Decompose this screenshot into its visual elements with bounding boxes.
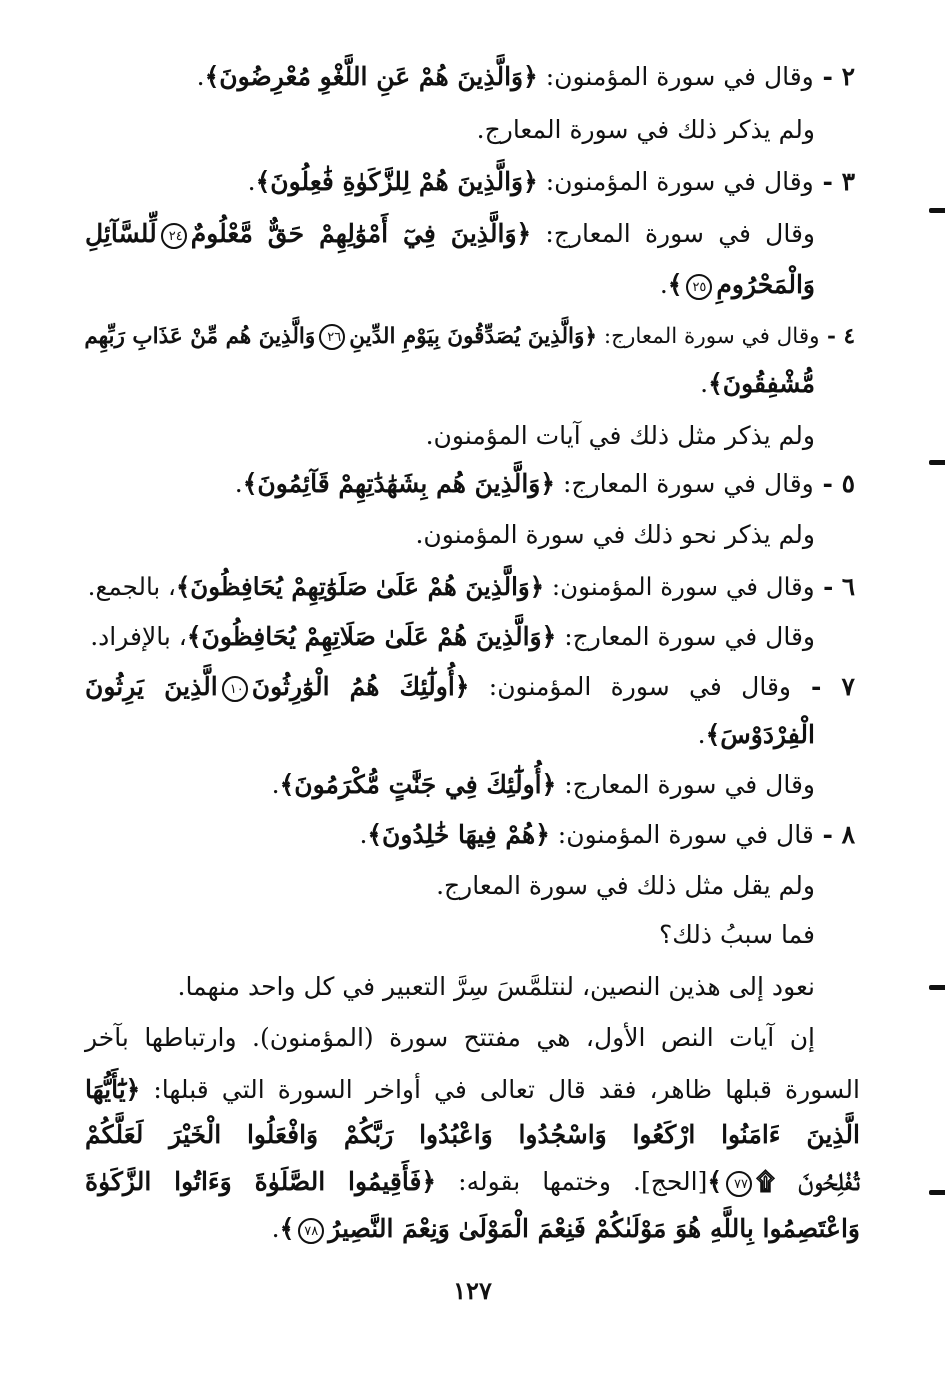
text-line (85, 217, 815, 257)
line-text: ولم يذكر نحو ذلك في سورة المؤمنون. (415, 520, 815, 549)
line-end: . (700, 369, 709, 398)
line-text: إن آيات النص الأول، هي مفتتح سورة (المؤمنون). وارتباطها بآخر (85, 1023, 815, 1052)
quran-verse: لِّلسَّآئِلِ (85, 219, 157, 248)
line-text: ولم يقل مثل ذلك في سورة المعارج. (436, 871, 815, 900)
line-end: . (196, 62, 205, 91)
paragraph-line (85, 1165, 860, 1205)
line-end: . (271, 1214, 280, 1243)
line-end: . (359, 820, 368, 849)
line-text: وقال في سورة المعارج: (597, 324, 820, 349)
paragraph-line (85, 970, 815, 1010)
line-text: وقال في سورة المعارج: (555, 469, 814, 498)
quran-verse: ﴿أُولَٰٓئِكَ هُمُ الْوَٰرِثُونَ (251, 672, 470, 701)
paragraph-line (85, 1212, 860, 1252)
line-text: قال في سورة المؤمنون: (549, 820, 814, 849)
quran-verse: الَّذِينَ يَرِثُونَ (85, 672, 218, 701)
text-line (125, 113, 815, 153)
quran-verse: الَّذِينَ ءَامَنُوا ارْكَعُوا وَاسْجُدُوا وَاعْبُدُوا رَبَّكُمْ وَافْعَلُوا الْخَيْرَ لَعَلَّكُمْ (85, 1120, 860, 1149)
quran-verse: ﴿وَالَّذِينَ هُمْ عَلَىٰ صَلَوَٰتِهِمْ يُحَافِظُونَ﴾ (175, 572, 545, 601)
line-text: نعود إلى هذين النصين، لنتلمَّسَ سِرَّ التعبير في كل واحد منهما. (177, 972, 815, 1001)
quran-verse: ﴾ (279, 1214, 295, 1243)
quran-verse: ﴿يَٰٓأَيُّهَا (85, 1075, 141, 1104)
quran-verse: وَالَّذِينَ هُم مِّنْ عَذَابِ رَبِّهِم (84, 324, 316, 349)
line-text: وقال في سورة المؤمنون: (469, 672, 791, 701)
text-line-5 (125, 467, 855, 507)
quran-verse: ﴿وَالَّذِينَ هُمْ عَلَىٰ صَلَاتِهِمْ يُحَافِظُونَ﴾ (186, 622, 557, 651)
scan-edge-mark (929, 460, 945, 465)
item-number: ٤ - (819, 324, 855, 349)
quran-verse: وَاعْتَصِمُوا بِاللَّهِ هُوَ مَوْلَىٰكُمْ فَنِعْمَ الْمَوْلَىٰ وَنِعْمَ النَّصِيرُ (328, 1214, 860, 1243)
ayah-number-marker: ٧٧ (726, 1171, 752, 1197)
line-end: ، بالجمع. (87, 572, 176, 601)
text-line (125, 918, 815, 958)
quran-verse: ﴿فَأَقِيمُوا الصَّلَوٰةَ وَءَاتُوا الزَّكَوٰةَ (85, 1167, 437, 1196)
text-line-8 (125, 818, 855, 858)
quran-verse: ﴿وَالَّذِينَ يُصَدِّقُونَ بِيَوْمِ الدِّينِ (349, 324, 597, 349)
quran-verse: ﴾ (707, 1167, 723, 1196)
quran-verse: مُّشْفِقُونَ﴾ (708, 369, 815, 398)
paragraph-line (85, 1021, 815, 1061)
line-text: السورة قبلها ظاهر، فقد قال تعالى في أواخر السورة التي قبلها: (140, 1075, 860, 1104)
ayah-number-marker: ٢٦ (319, 324, 345, 350)
text-line (125, 768, 815, 808)
line-end: . (271, 770, 280, 799)
page-number: ١٢٧ (453, 1276, 492, 1305)
text-line (125, 869, 815, 909)
line-end: . (697, 720, 706, 749)
line-text: وقال في سورة المؤمنون: (537, 62, 814, 91)
item-number: ٨ - (813, 820, 855, 849)
line-text: وقال في سورة المعارج: (556, 622, 815, 651)
text-line-7 (85, 670, 855, 710)
line-text: فما سببُ ذلك؟ (658, 920, 815, 949)
text-line-2 (125, 60, 855, 100)
paragraph-line (85, 1118, 860, 1158)
quran-verse: تُفْلِحُونَ ۩ (756, 1167, 860, 1196)
text-line (125, 518, 815, 558)
quran-verse: ﴿وَالَّذِينَ هُم بِشَهَٰدَٰتِهِمْ قَآئِمُونَ﴾ (242, 469, 556, 498)
scan-edge-mark (929, 208, 945, 213)
text-line (85, 620, 815, 660)
line-text: وقال في سورة المؤمنون: (544, 572, 815, 601)
line-end: . (659, 270, 668, 299)
item-number: ٦ - (814, 572, 855, 601)
quran-verse: ﴿أُولَٰٓئِكَ فِي جَنَّٰتٍ مُّكْرَمُونَ﴾ (279, 770, 557, 799)
item-number: ٣ - (813, 167, 855, 196)
line-end: . (234, 469, 243, 498)
text-line (125, 718, 815, 758)
text-line (125, 419, 815, 459)
line-end: . (247, 167, 256, 196)
line-text: وقال في سورة المعارج: (531, 219, 815, 248)
text-line (125, 367, 815, 407)
quran-verse: الْفِرْدَوْسَ﴾ (705, 720, 815, 749)
quran-verse: وَالْمَحْرُومِ (716, 270, 815, 299)
ayah-number-marker: ٢٥ (686, 274, 712, 300)
line-text: ولم يذكر مثل ذلك في آيات المؤمنون. (425, 421, 815, 450)
quran-verse: ﴿هُمْ فِيهَا خَٰلِدُونَ﴾ (367, 820, 550, 849)
line-text: ولم يذكر ذلك في سورة المعارج. (476, 115, 815, 144)
scan-edge-mark (929, 985, 945, 990)
text-line-6 (85, 570, 855, 610)
scan-edge-mark (929, 1190, 945, 1195)
line-text: وقال في سورة المؤمنون: (537, 167, 814, 196)
text-line (125, 268, 815, 308)
item-number: ٢ - (813, 62, 855, 91)
line-end: ، بالإفراد. (90, 622, 187, 651)
item-number: ٥ - (813, 469, 855, 498)
ayah-number-marker: ٧٨ (298, 1218, 324, 1244)
line-text: [الحج]. وختمها بقوله: (436, 1167, 708, 1196)
quran-verse: ﴿وَالَّذِينَ هُمْ عَنِ اللَّغْوِ مُعْرِضُونَ﴾ (204, 62, 538, 91)
line-text: وقال في سورة المعارج: (556, 770, 815, 799)
paragraph-line (85, 1073, 860, 1113)
ayah-number-marker: ١٠ (222, 676, 248, 702)
item-number: ٧ - (790, 672, 855, 701)
ayah-number-marker: ٢٤ (161, 223, 187, 249)
quran-verse: ﴾ (667, 270, 683, 299)
text-line-4 (85, 320, 855, 360)
text-line-3 (125, 165, 855, 205)
quran-verse: ﴿وَالَّذِينَ هُمْ لِلزَّكَوٰةِ فَٰعِلُونَ﴾ (255, 167, 538, 196)
quran-verse: ﴿وَالَّذِينَ فِيٓ أَمْوَٰلِهِمْ حَقٌّ مَّعْلُومٌ (190, 219, 532, 248)
